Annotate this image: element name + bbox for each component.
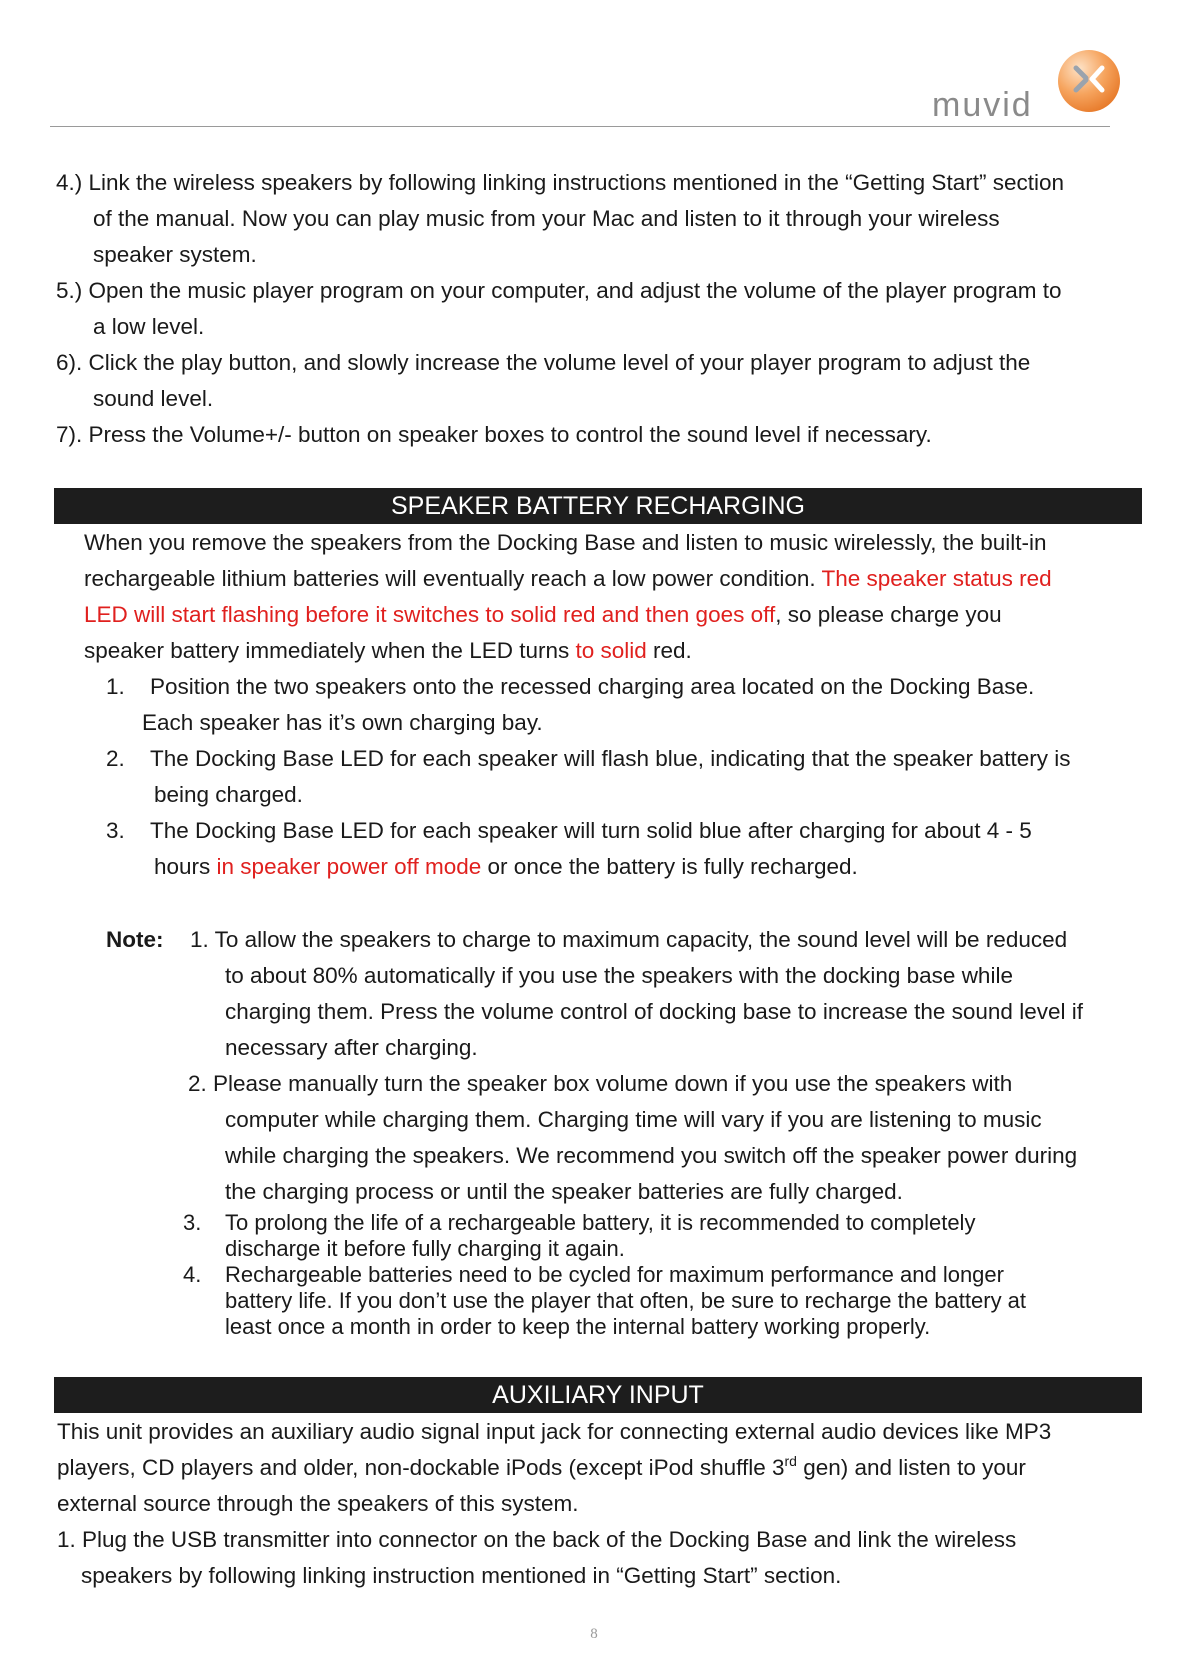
muvid-logo: [918, 44, 1122, 124]
note-item-2-line-4: the charging process or until the speaker batteries are fully charged.: [225, 1179, 903, 1204]
battery-paragraph-line-4: [84, 633, 692, 669]
page-number: 8: [590, 1626, 598, 1642]
note-item-1-line-4: necessary after charging.: [225, 1035, 478, 1060]
battery-step-2-line-1: The Docking Base LED for each speaker will flash blue, indicating that the speaker battery is: [150, 746, 1071, 771]
section-title-auxiliary-input: AUXILIARY INPUT: [54, 1377, 1142, 1413]
section-title-battery-recharging: SPEAKER BATTERY RECHARGING: [54, 488, 1142, 524]
battery-highlight: in speaker power off mode: [216, 854, 482, 879]
muvid-orange-ball-icon: [1056, 48, 1122, 114]
step-5-line-2: a low level.: [93, 314, 205, 339]
note-item-4-line-2: battery life. If you don’t use the player that often, be sure to recharge the battery at: [225, 1288, 1027, 1313]
note-item-2-line-1: 2. Please manually turn the speaker box volume down if you use the speakers with: [188, 1071, 1013, 1096]
aux-superscript: rd: [784, 1453, 797, 1469]
aux-paragraph-line-1: This unit provides an auxiliary audio signal input jack for connecting external audio devices like MP3: [57, 1419, 1052, 1444]
aux-step-1-line-1: 1. Plug the USB transmitter into connector on the back of the Docking Base and link the wireless: [57, 1527, 1017, 1552]
note-item-1-line-1: 1. To allow the speakers to charge to maximum capacity, the sound level will be reduced: [190, 927, 1068, 952]
aux-step-1-line-2: speakers by following linking instruction mentioned in “Getting Start” section.: [81, 1563, 842, 1588]
battery-paragraph-line-3: [84, 597, 1002, 633]
battery-step-1-number: 1.: [106, 674, 125, 699]
battery-text: red.: [646, 638, 692, 663]
battery-step-3-line-1: The Docking Base LED for each speaker will turn solid blue after charging for about 4 - 5: [150, 818, 1032, 843]
step-4-line-2: of the manual. Now you can play music from your Mac and listen to it through your wireless: [93, 206, 1000, 231]
battery-step-3-line-2: [154, 849, 858, 885]
step-5-line-1: 5.) Open the music player program on your computer, and adjust the volume of the player program to: [56, 278, 1062, 303]
battery-step-3-number: 3.: [106, 818, 125, 843]
step-6-line-2: sound level.: [93, 386, 214, 411]
battery-paragraph-line-2: [84, 561, 1052, 597]
note-item-3-line-1: To prolong the life of a rechargeable battery, it is recommended to completely: [225, 1210, 976, 1235]
note-item-3-line-2: discharge it before fully charging it again.: [225, 1236, 625, 1261]
note-item-3-number: 3.: [183, 1210, 202, 1235]
logo-text: muvid: [932, 86, 1033, 124]
note-item-4-line-3: least once a month in order to keep the internal battery working properly.: [225, 1314, 931, 1339]
battery-paragraph-line-1: When you remove the speakers from the Docking Base and listen to music wirelessly, the built-in: [84, 530, 1047, 555]
battery-step-1-line-1: Position the two speakers onto the recessed charging area located on the Docking Base.: [150, 674, 1035, 699]
note-item-1-line-3: charging them. Press the volume control of docking base to increase the sound level if: [225, 999, 1083, 1024]
step-4-line-1: 4.) Link the wireless speakers by following linking instructions mentioned in the “Getting Start” section: [56, 170, 1064, 195]
note-item-4-line-1: Rechargeable batteries need to be cycled for maximum performance and longer: [225, 1262, 1004, 1287]
header-divider: [50, 126, 1110, 127]
note-item-2-line-3: while charging the speakers. We recommend you switch off the speaker power during: [225, 1143, 1078, 1168]
battery-step-1-line-2: Each speaker has it’s own charging bay.: [142, 710, 543, 735]
note-item-1-line-2: to about 80% automatically if you use the speakers with the docking base while: [225, 963, 1013, 988]
note-label: Note:: [106, 927, 164, 952]
battery-highlight: LED will start flashing before it switches to solid red and then goes off: [84, 602, 776, 627]
aux-paragraph-line-2: [57, 1450, 1026, 1486]
aux-text: gen) and listen to your: [796, 1455, 1026, 1480]
battery-text: speaker battery immediately when the LED turns: [84, 638, 576, 663]
step-4-line-3: speaker system.: [93, 242, 257, 267]
battery-text: , so please charge you: [775, 602, 1002, 627]
step-6-line-1: 6). Click the play button, and slowly increase the volume level of your player program to adjust the: [56, 350, 1031, 375]
note-item-4-number: 4.: [183, 1262, 202, 1287]
battery-step-2-number: 2.: [106, 746, 125, 771]
battery-text: hours: [154, 854, 217, 879]
battery-step-2-line-2: being charged.: [154, 782, 303, 807]
aux-text: players, CD players and older, non-dockable iPods (except iPod shuffle 3: [57, 1455, 785, 1480]
note-item-2-line-2: computer while charging them. Charging time will vary if you are listening to music: [225, 1107, 1042, 1132]
battery-text: rechargeable lithium batteries will eventually reach a low power condition.: [84, 566, 822, 591]
aux-paragraph-line-3: external source through the speakers of this system.: [57, 1491, 579, 1516]
step-7-line-1: 7). Press the Volume+/- button on speaker boxes to control the sound level if necessary.: [56, 422, 932, 447]
battery-highlight: The speaker status red: [821, 566, 1052, 591]
battery-text: or once the battery is fully recharged.: [481, 854, 858, 879]
battery-highlight: to solid: [575, 638, 647, 663]
